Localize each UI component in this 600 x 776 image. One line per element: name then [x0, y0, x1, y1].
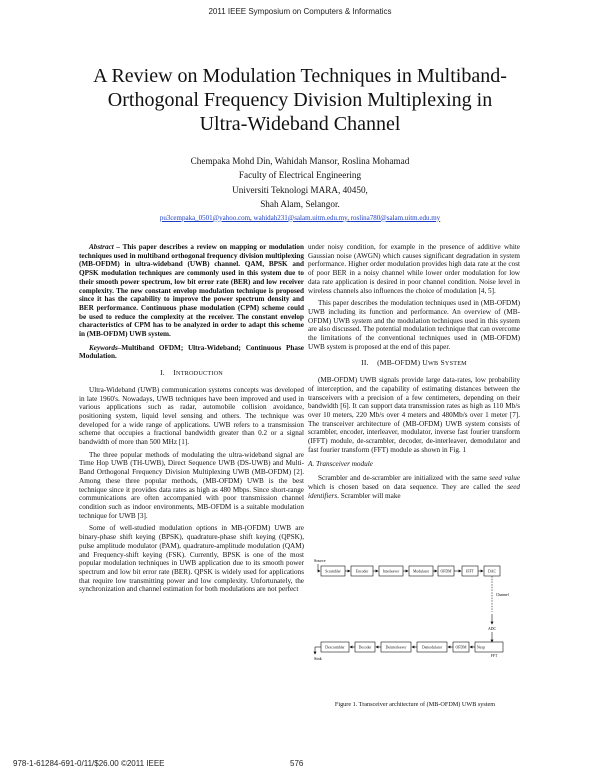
paragraph: Some of well-studied modulation options in MB-(OFDM) UWB are binary-phase shift keying (BPSK), quadrature-phase shift keying (QPSK), pulse amplitude modulator (PAM), quadrature-amplitude modulation (QAM) and Frequency-shift keying (FSK). Currently, BPSK is one of the most popular modulation techniques in UWB application due to its smooth power spectrum and low bit error rate (BER). QPSK is widely used for applications that require low transmitting power and low complexity. Unfortunately, the synchronization and channel estimation for both modulations are not perfect [79, 524, 304, 594]
paragraph: Scrambler and de-scrambler are initialized with the same seed value which is chosen based on data sequence. They are called the seed identifiers. Scrambler will make [308, 474, 520, 500]
paragraph: This paper describes the modulation techniques used in (MB-OFDM) UWB including its function and performance. An overview of (MB-OFDM) UWB system and the modulation techniques used in this system are also discussed. The potential modulation technique that can overcome the limitations of the conventional techniques used in (MB-OFDM) UWB system is proposed at the end of this paper. [308, 299, 520, 351]
block-label: IFFT [466, 569, 474, 574]
block-label: Modulator [412, 569, 430, 574]
abstract-label: Abstract – [89, 243, 121, 251]
block-label: OFDM [455, 645, 467, 650]
source-label: Source [314, 558, 326, 563]
author-block [0, 154, 600, 224]
block-label: Descrambler [325, 645, 345, 650]
block-label: FFT [490, 654, 498, 658]
right-column [308, 243, 520, 500]
block-label: DAC [487, 569, 497, 574]
conference-header: 2011 IEEE Symposium on Computers & Informatics [208, 7, 392, 16]
author-emails [0, 212, 600, 224]
keywords [79, 344, 304, 361]
email-separator: , [347, 213, 351, 222]
left-column [79, 243, 304, 594]
email-separator: , [250, 213, 254, 222]
title-line: Ultra-Wideband Channel [199, 113, 401, 135]
channel-label: Channel [496, 593, 509, 597]
sink-label: Sink [314, 656, 322, 661]
paragraph: The three popular methods of modulating the ultra-wideband signal are Time Hop UWB (TH-UWB), Direct Sequence UWB (DS-UWB) and Multi-Band Orthogonal Frequency Division Multiplexing UWB (MB-OFDM) [2]. Among these three popular methods, (MB-OFDM) UWB is the best technique since it provides data rates as high as 480 Mbps. Since short-range communications are often accompanied with poor transmission channel condition such as indoor environments, MB-OFDM is a suitable modulation technique for UWB [3]. [79, 450, 304, 520]
block-label: Decoder [358, 645, 372, 650]
email-link[interactable]: roslina780@salam.uitm.edu.my [350, 213, 441, 222]
block-label: Scrambler [325, 569, 341, 574]
copyright-code: 978-1-61284-691-0/11/$26.00 ©2011 IEEE [13, 759, 165, 768]
adc-label: ADC [488, 627, 497, 631]
title-line: A Review on Modulation Techniques in Multiband- [93, 65, 507, 87]
paragraph: Ultra-Wideband (UWB) communication systems concepts was developed in late 1960's. Nowadays, UWB techniques have been improved and used in various applications such as radar, automobile collision avoidance, positioning system, liquid level sensing and others. The technique was developed for a wide range of applications. UWB refers to a transmission scheme that occupies a fractional bandwidth greater than 0.2 or a signal bandwidth of more than 500 MHz [1]. [79, 385, 304, 447]
keywords-text: –Multiband OFDM; Ultra-Wideband; Continuous Phase Modulation. [79, 343, 304, 361]
block-label: Deinterleaver [385, 645, 407, 650]
block-label: Nexp [476, 645, 486, 650]
abstract [79, 243, 304, 339]
transceiver-diagram [312, 554, 518, 694]
figure-caption: Figure 1. Transceiver architecture of (MB-OFDM) UWB system [334, 701, 496, 708]
email-link[interactable]: wahidah231@salam.uitm.edu.my [253, 213, 348, 222]
author-names: Chempaka Mohd Din, Wahidah Mansor, Roslina Mohamad [190, 156, 410, 166]
section-heading-system: II. (MB-OFDM) UWB SYSTEM [361, 358, 467, 368]
paper-title [40, 64, 560, 136]
email-link[interactable]: pu3cempaka_0501@yahoo.com [159, 213, 251, 222]
paragraph: under noisy condition, for example in the presence of additive white Gaussian noise (AWGN) which causes significant degradation in system performance. Higher order modulation provides high data rate at the cost of poor BER in a noisy channel while lower order modulation for low data rate application is desired in poor channel condition. Noise level in wireless channels also influences the choice of modulation [4, 5]. [308, 243, 520, 295]
paragraph: (MB-OFDM) UWB signals provide large data-rates, low probability of interception, and the capability of estimating distances between the transceivers with a precision of a few centimeters, depending on their bandwidth [6]. It can support data transmission rates as high as 110 Mb/s over 10 meters, 220 Mb/s over 4 meters and 480Mb/s over 1 meter [7]. The transceiver architecture of (MB-OFDM) UWB system consists of scrambler, encoder, interleaver, modulator, inverse fast fourier transform (IFFT) module, de-scrambler, decoder, de-interleaver, demodulator and fast fourier transform (FFT) module as shown in Fig. 1 [308, 376, 520, 454]
section-heading-introduction: I. INTRODUCTION [160, 368, 223, 378]
keywords-label: Keywords [89, 343, 118, 352]
affiliation-line: Faculty of Electrical Engineering [238, 170, 362, 181]
affiliation-line: Shah Alam, Selangor. [260, 199, 340, 210]
subsection-heading: A. Transceiver module [308, 460, 373, 469]
abstract-text: This paper describes a review on mapping or modulation techniques used in multiband orthogonal frequency division multiplexing (MB-OFDM) in ultra-wideband (UWB) channel. QAM, BPSK and QPSK modulation techniques are commonly used in this system due to their smooth power spectrum, low bit error rate (BER) and low receiver complexity. The new constant envelop modulation technique is proposed since it has the capability to improve the power spectrum density and BER performance. Continuous phase modulation (CPM) scheme could be used to reduce the complexity at the receiver. The constant envelop characteristics of CPM has to be analyzed in order to adapt this scheme in (MB-OFDM) UWB system. [79, 243, 305, 339]
block-label: OFDM [440, 569, 452, 574]
title-line: Orthogonal Frequency Division Multiplexing in [107, 89, 493, 111]
figure-1 [312, 554, 518, 709]
block-label: Encoder [355, 569, 369, 574]
page-number: 576 [290, 759, 304, 768]
block-label: Demodulator [421, 645, 443, 650]
affiliation-line: Universiti Teknologi MARA, 40450, [232, 184, 368, 195]
block-label: Interleaver [382, 569, 400, 574]
